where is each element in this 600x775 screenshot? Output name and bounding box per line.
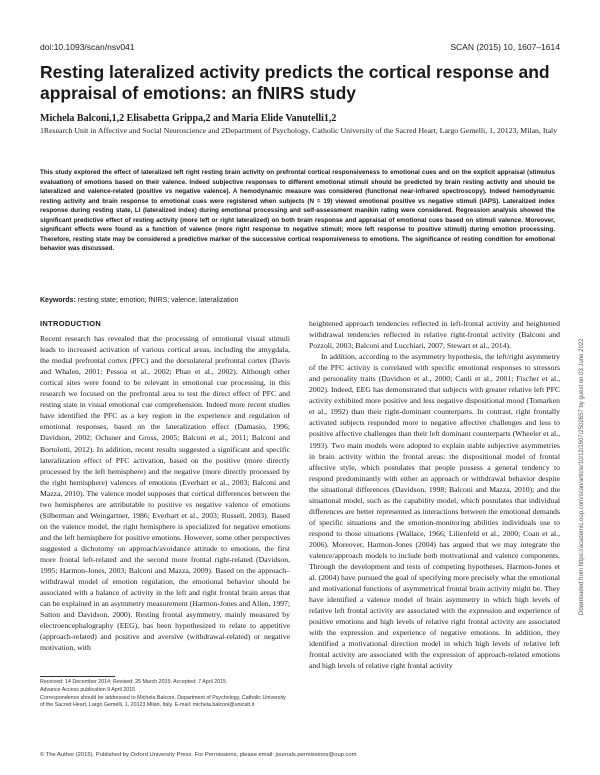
advance-access: Advance Access publication 9 April 2015 xyxy=(40,686,136,693)
keywords-text: resting state; emotion; fNIRS; valence; lateralization xyxy=(77,297,239,304)
author-list: Michela Balconi,1,2 Elisabetta Grippa,2 and Maria Elide Vanutelli1,2 xyxy=(40,113,337,124)
keywords xyxy=(40,297,238,304)
footnote xyxy=(40,679,290,710)
abstract: This study explored the effect of lateralized left right resting brain activity on prefrontal cortical responsiveness to emotional cues and on the explicit appraisal (stimulus evaluation) of emotions based on their valence. Indeed subjective responses to different emotional stimuli should be predicted by brain resting activity and should be lateralized and valence-related (positive vs negative valence). A hemodynamic measure was considered (functional near-infrared spectroscopy). Indeed hemodynamic resting activity and brain response to emotional cues were registered when subjects (N = 19) viewed emotional positive vs negative stimuli (IAPS). Lateralized index response during resting state, LI (lateralized index) during emotional processing and self-assessment manikin rating were considered. Regression analysis showed the significant predictive effect of resting activity (more left or right lateralized) on both brain response and appraisal of emotional cues based on stimuli valence. Moreover, significant effects were found as a function of valence (more right response to negative stimuli; more left response to positive stimuli) during emotion processing. Therefore, resting state may be considered a predictive marker of the successive cortical responsiveness to emotions. The significance of resting condition for emotional behavior was discussed. xyxy=(40,169,555,252)
footnote-divider xyxy=(40,676,115,677)
download-notice: Downloaded from https://academic.oup.com/scan/article/10/12/1607/2502657 by guest on 03 June 2022 xyxy=(579,338,585,615)
section-heading-introduction: INTRODUCTION xyxy=(40,319,102,328)
right-column xyxy=(309,318,560,672)
correspondence: Correspondence should be addressed to Michela Balconi, Department of Psychology, Catholic University of the Sacred Heart, Largo Gemelli, 1, 20123 Milan, Italy. E-mail: michela.balconi@unicatt.it xyxy=(40,694,286,709)
doi-text: doi:10.1093/scan/nsv041 xyxy=(40,42,135,52)
keywords-label: Keywords: xyxy=(40,297,76,304)
article-title: Resting lateralized activity predicts the cortical response and appraisal of emotions: an fNIRS study xyxy=(40,62,550,103)
body-paragraph: Recent research has revealed that the processing of emotional visual stimuli leads to increased activation of various cortical areas, including the amygdala, the medial prefrontal cortex (PFC) and the dorsolateral prefrontal cortex (Davis and Whalen, 2001; Pessoa et al., 2002; Phan et al., 2002). Although other cortical sites were found to be relevant in emotional cue processing, in this research we focused on the prefrontal area to test the direct effect of PFC and resting state in visual emotional cue comprehension. Indeed more recent studies have identified the PFC as a key region in the experience and regulation of emotional responses, based on the lateralization effect (Damasio, 1996; Davidson, 2002; Ochsner and Gross, 2005; Balconi et al., 2011; Balconi and Bortolotti, 2012). In addition, recent results suggested a significant and specific lateralization effect of PFC activation, based on the positive (more directly processed by the left hemisphere) and the negative (more directly processed by the right hemisphere) valences of emotions (Everhart et al., 2003; Balconi and Mazza, 2010). The valence model supposes that cortical differences between the two hemispheres are attributable to positive vs negative valence of emotions (Silberman and Weingartner, 1986; Everhart et al., 2003; Russell, 2003). Based on the valence model, the right hemisphere is specialized for negative emotions and the left hemisphere for positive emotions. However, some other perspectives suggested a dichotomy on approach/avoidance attitude to emotions, the first more frontal left-related and the second more frontal right-related (Davidson, 1995; Harmon-Jones, 2003; Balconi and Mazza, 2009). Based on the approach–withdrawal model of emotion regulation, the emotional behavior should be associated with a balance of activity in the left and right frontal brain areas that can be explained in an asymmetry measurement (Harmon-Jones and Allen, 1997; Sutton and Davidson, 2000). Resting frontal asymmetry, mainly measured by electroencephalography (EEG), has been hypothesized to relate to appetitive (approach-related) and positive and aversive (withdrawal-related) or negative motivation, with xyxy=(40,334,290,653)
received-dates: Received: 14 December 2014; Revised: 25 March 2015; Accepted: 7 April 2015 xyxy=(40,679,227,685)
body-paragraph: In addition, according to the asymmetry hypothesis, the left/right asymmetry of the PFC activity is correlated with specific emotional responses to stressors and personality traits (Davidson et al., 2000; Canli et al., 2001; Fischer et al., 2002). Indeed, EEG has demonstrated that subjects with greater relative left PFC activity exhibited more positive and less negative dispositional mood (Tomarken et al., 1992) than their right-dominant counterparts. In contrast, right frontally activated subjects responded more to negative affective challenges and less to positive affective challenges than their left dominant counterparts (Wheeler et al., 1993). Two main models were adopted to explain stable subjective asymmetries in brain activity within the frontal areas: the dispositional model of frontal affective style, which postulates that people possess a general tendency to respond predominantly with either an approach or withdrawal behavior despite the situational differences (Davidson, 1998; Balconi and Mazza, 2010); and the situational model, such as the capability model, which postulates that individual differences are better represented as interactions between the emotional demands of specific situations and the emotion-monitoring abilities individuals use to respond to those situations (Wallace, 1966; Lilienfeld et al., 2000; Coan et al., 2006). Moreover, Harmon-Jones (2004) has argued that we may integrate the valence/approach models to include both motivational and valence components. Through the development and tests of competing hypotheses, Harmon-Jones et al. (2004) have pursued the goal of specifying more precisely what the emotional and motivational functions of asymmetrical frontal brain activity might be. They have identified a valence model of brain asymmetry in which high levels of relative left frontal activity are associated with the expression and experience of positive emotions and high levels of relative right frontal activity are associated with the expression and experience of negative emotions. In addition, they identified a motivational direction model in which high levels of relative left frontal activity are associated with the expression of approach-related emotions and high levels of relative right frontal activity xyxy=(309,352,560,671)
left-column xyxy=(40,318,290,653)
journal-reference: SCAN (2015) 10, 1607–1614 xyxy=(450,42,560,52)
affiliations: 1Research Unit in Affective and Social Neuroscience and 2Department of Psychology, Catholic University of the Sacred Heart, Largo Gemelli, 1, 20123, Milan, Italy xyxy=(40,126,558,135)
body-paragraph: heightened approach tendencies reflected in left-frontal activity and heightened withdrawal tendencies reflected in relative right-frontal activity (Balconi and Pozzoli, 2003; Balconi and Lucchiari, 2007; Stewart et al., 2014). xyxy=(309,319,560,351)
copyright-notice: © The Author (2015). Published by Oxford University Press. For Permissions, please email: journals.permissions@oup.com xyxy=(40,752,357,758)
